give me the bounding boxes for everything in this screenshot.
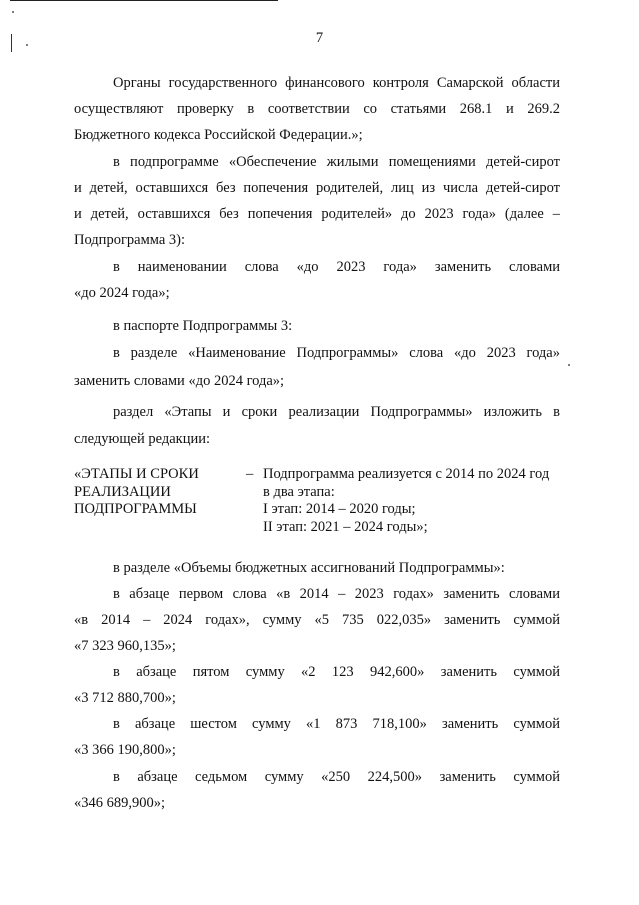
paragraph-line: Бюджетного кодекса Российской Федерации.»;: [74, 127, 363, 143]
paragraph-line: Органы государственного финансового контроля Самарской области: [113, 75, 560, 91]
paragraph-line: в паспорте Подпрограммы 3:: [113, 318, 293, 334]
scan-speck: [12, 11, 14, 13]
paragraph-line: осуществляют проверку в соответствии со статьями 268.1 и 269.2: [74, 101, 560, 117]
stages-table-value: в два этапа:: [263, 484, 335, 500]
paragraph-line: в абзаце седьмом сумму «250 224,500» заменить суммой: [113, 769, 560, 785]
paragraph-line: в абзаце пятом сумму «2 123 942,600» заменить суммой: [113, 664, 560, 680]
paragraph-line: в разделе «Объемы бюджетных ассигнований Подпрограммы»:: [113, 560, 505, 576]
stages-table-label: РЕАЛИЗАЦИИ: [74, 484, 171, 500]
paragraph-line: «3 712 880,700»;: [74, 690, 176, 706]
stages-table-dash: –: [246, 466, 254, 482]
paragraph-line: «3 366 190,800»;: [74, 742, 176, 758]
paragraph-line: Подпрограмма 3):: [74, 232, 185, 248]
paragraph-line: в разделе «Наименование Подпрограммы» слова «до 2023 года»: [113, 345, 560, 361]
paragraph-line: «в 2014 – 2024 годах», сумму «5 735 022,035» заменить суммой: [74, 612, 560, 628]
paragraph-line: в подпрограмме «Обеспечение жилыми помещениями детей-сирот: [113, 154, 560, 170]
page-number: 7: [315, 30, 324, 46]
paragraph-line: заменить словами «до 2024 года»;: [74, 373, 285, 389]
paragraph-line: в наименовании слова «до 2023 года» заменить словами: [113, 259, 560, 275]
paragraph-line: следующей редакции:: [74, 431, 211, 447]
paragraph-line: в абзаце первом слова «в 2014 – 2023 годах» заменить словами: [113, 586, 560, 602]
scan-speck: [568, 364, 570, 366]
stages-table-value: II этап: 2021 – 2024 годы»;: [263, 519, 428, 535]
paragraph-line: «346 689,900»;: [74, 795, 166, 811]
top-rule: [10, 0, 278, 1]
stages-table-label: ПОДПРОГРАММЫ: [74, 501, 197, 517]
paragraph-line: раздел «Этапы и сроки реализации Подпрограммы» изложить в: [113, 404, 560, 420]
paragraph-line: и детей, оставшихся без попечения родителей» до 2023 года» (далее –: [74, 206, 560, 222]
stages-table-label: «ЭТАПЫ И СРОКИ: [74, 466, 199, 482]
paragraph-line: «7 323 960,135»;: [74, 638, 176, 654]
stages-table-value: I этап: 2014 – 2020 годы;: [263, 501, 416, 517]
stages-table-value: Подпрограмма реализуется с 2014 по 2024 год: [263, 466, 550, 482]
paragraph-line: и детей, оставшихся без попечения родителей, лиц из числа детей-сирот: [74, 180, 560, 196]
paragraph-line: в абзаце шестом сумму «1 873 718,100» заменить суммой: [113, 716, 560, 732]
paragraph-line: «до 2024 года»;: [74, 285, 170, 301]
